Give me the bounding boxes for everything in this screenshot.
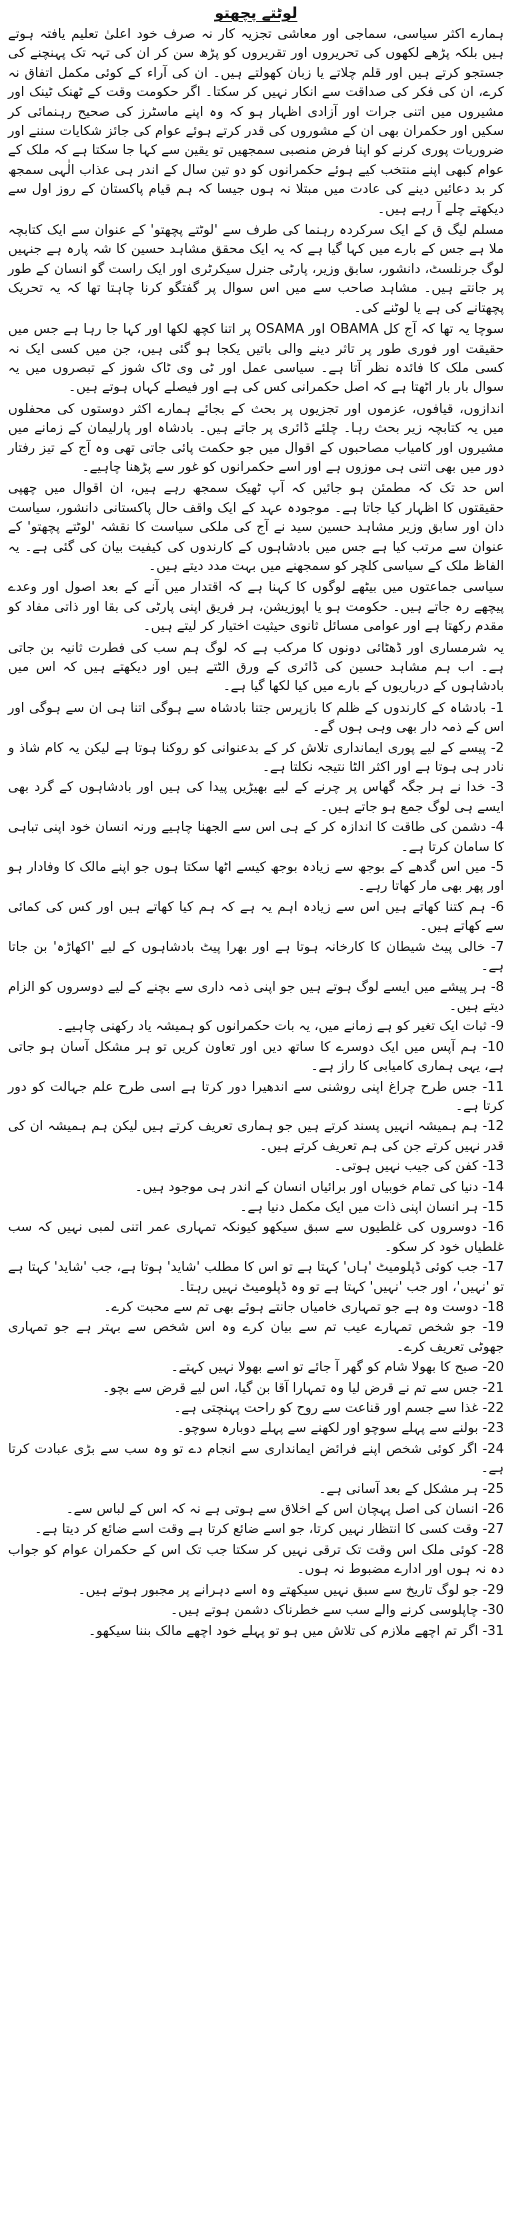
article-body: [8, 25, 504, 1641]
quote-item: 8- ہر پیشے میں ایسے لوگ ہوتے ہیں جو اپنی ذمہ داری سے بچنے کے لیے دوسروں کو الزام دیتے ہیں۔: [8, 979, 504, 1014]
quote-item: 24- اگر کوئی شخص اپنے فرائض ایمانداری سے انجام دے تو وہ سب سے بڑی عبادت کرتا ہے۔: [8, 1441, 504, 1477]
intro-paragraph: اس حد تک کہ مطمئن ہو جائیں کہ آپ ٹھیک سمجھ رہے ہیں، ان اقوال میں چھپی حقیقتوں کا اظہار کیا جاتا ہے۔ موجودہ عہد کے ایک واقف حال پاکستانی دانشور، سیاست دان اور سابق وزیر مشاہد حسین سید نے آج کی ملکی سیاست کا نقشہ 'لوٹتے پچھتو' کے عنوان سے مرتب کیا ہے جس میں بادشاہوں کے کارندوں کی کیفیت بیان کی گئی ہے۔ یہ الفاظ ملک کے سیاسی کلچر کو سمجھنے میں بہت مدد دیتے ہیں۔: [8, 481, 504, 574]
quote-item: 26- انسان کی اصل پہچان اس کے اخلاق سے ہوتی ہے نہ کہ اس کے لباس سے۔: [65, 1502, 504, 1518]
quote-item: 13- کفن کی جیب نہیں ہوتی۔: [333, 1159, 504, 1175]
intro-paragraph: یہ شرمساری اور ڈھٹائی دونوں کا مرکب ہے کہ لوگ ہم سب کی فطرت ثانیہ بن جاتی ہے۔ اب ہم مشاہد حسین کی ڈائری کے ورق الٹتے ہیں اور دیکھتے ہیں کہ اس میں بادشاہوں کے درباریوں کے بارے میں کیا لکھا گیا ہے۔: [8, 640, 504, 695]
quote-item: 21- جس سے تم نے قرض لیا وہ تمہارا آقا بن گیا، اس لیے قرض سے بچو۔: [102, 1380, 504, 1396]
article-title: لوٹتے پچھتو: [214, 4, 298, 22]
quote-item: 17- جب کوئی ڈپلومیٹ 'ہاں' کہتا ہے تو اس کا مطلب 'شاید' ہوتا ہے، جب 'شاید' کہتا ہے تو 'نہیں'، اور جب 'نہیں' کہتا ہے تو وہ ڈپلومیٹ نہیں رہتا۔: [8, 1260, 504, 1295]
quote-item: 29- جو لوگ تاریخ سے سبق نہیں سیکھتے وہ اسے دہرانے پر مجبور ہوتے ہیں۔: [78, 1582, 504, 1598]
intro-paragraph: اندازوں، قیافوں، عزموں اور تجزیوں پر بحث کے بجائے ہمارے اکثر دوستوں کی محفلوں میں یہ کتابچہ زیر بحث رہا۔ چلئے ڈائری پر جاتے ہیں۔ بادشاہ اور پارلیمان کے زمانے میں مشیروں اور کامیاب مصاحبوں کے اقوال میں جو حکمت پائی جاتی تھی وہ آج کے تیز رفتار دور میں بھی اتنی ہی موزوں ہے اور اسے حکمرانوں کو غور سے پڑھنا چاہیے۔: [8, 401, 504, 475]
intro-paragraph: سوچا یہ تھا کہ آج کل OBAMA اور OSAMA پر اتنا کچھ لکھا اور کہا جا رہا ہے جس میں حقیقت اور فوری طور پر تاثر دینے والی باتیں یکجا ہو گئی ہیں، جن میں کسی ایک نہ کسی ملک کا فائدہ نظر آتا ہے۔ سیاسی عمل اور ٹی وی ٹاک شوز کے تبصروں میں یہ سوال بار بار اٹھتا ہے کہ اصل حکمرانی کس کی ہے اور فیصلے کہاں ہوتے ہیں۔: [8, 322, 505, 396]
quote-item: 14- دنیا کی تمام خوبیاں اور برائیاں انسان کے اندر ہی موجود ہیں۔: [134, 1179, 504, 1195]
quote-item: 15- ہر انسان اپنی ذات میں ایک مکمل دنیا ہے۔: [239, 1199, 504, 1215]
quote-item: 12- ہم ہمیشہ انہیں پسند کرتے ہیں جو ہماری تعریف کرتے ہیں لیکن ہم ہمیشہ ان کی قدر نہیں کرتے جن کی ہم تعریف کرتے ہیں۔: [8, 1119, 504, 1154]
quote-item: 9- ثبات ایک تغیر کو ہے زمانے میں، یہ بات حکمرانوں کو ہمیشہ یاد رکھنی چاہیے۔: [56, 1019, 504, 1035]
quote-item: 3- خدا نے ہر جگہ گھاس پر چرنے کے لیے بھیڑیں پیدا کی ہیں اور بادشاہوں کے گرد بھی ایسے ہی لوگ جمع ہو جاتے ہیں۔: [8, 780, 504, 815]
intro-paragraph: ہمارے اکثر سیاسی، سماجی اور معاشی تجزیہ کار نہ صرف خود اعلیٰ تعلیم یافتہ ہوتے ہیں بلکہ پڑھے لکھوں کی تحریروں اور تقریروں کو پڑھ سن کر ان کی تہہ تک پہنچنے کی جستجو کرتے ہیں اور قلم چلاتے یا زبان کھولتے ہیں۔ ان کی آراء کے کوئی مکمل اتفاق نہ کرے، ان کی فکر کی صداقت سے انکار نہیں کر سکتا۔ اگر حکومت وقت کے ٹھنک ٹینک اور مشیروں میں اتنی جرات اور آزادی اظہار ہو کہ وہ اپنے ماسٹرز کی صحیح رہنمائی کر سکیں اور حکمران بھی ان کے مشوروں کی قدر کرتے ہوئے عوام کی جائز شکایات سننے اور ضروریات پوری کرنے کو اپنا فرض منصبی سمجھیں تو یقین سے کہا جا سکتا ہے کہ ملک کے عوام کبھی اپنے منتخب کیے ہوئے حکمرانوں کو دو تین سال کے اندر ہی عذاب الٰہی سمجھ کر بد دعائیں دینے کی عادت میں مبتلا نہ ہوں جیسا کہ ہم قیام پاکستان کے روز اول سے دیکھتے چلے آ رہے ہیں۔: [8, 27, 504, 217]
quote-item: 2- پیسے کے لیے پوری ایمانداری تلاش کر کے بدعنوانی کو روکنا ہوتا ہے لیکن یہ کام شاذ و نادر ہی ہوتا ہے اور اکثر الٹا نتیجہ نکلتا ہے۔: [8, 740, 504, 776]
quote-item: 20- صبح کا بھولا شام کو گھر آ جائے تو اسے بھولا نہیں کہتے۔: [170, 1360, 504, 1376]
intro-paragraph: سیاسی جماعتوں میں بیٹھے لوگوں کا کہنا ہے کہ اقتدار میں آنے کے بعد اصول اور وعدے پیچھے رہ جاتے ہیں۔ حکومت ہو یا اپوزیشن، ہر فریق اپنی پارٹی کی بقا اور ذاتی مفاد کو مقدم رکھتا ہے اور عوامی مسائل ثانوی حیثیت اختیار کر لیتے ہیں۔: [8, 580, 504, 635]
quote-item: 5- میں اس گدھے کے بوجھ سے زیادہ بوجھ کیسے اٹھا سکتا ہوں جو اپنے مالک کا وفادار ہو اور پھر بھی مار کھاتا رہے۔: [8, 860, 504, 895]
quote-item: 1- بادشاہ کے کارندوں کے ظلم کا بازپرس جتنا بادشاہ سے ہوگی اتنا ہی ان سے ہوگی اور اس کے ذمہ دار بھی وہی ہوں گے۔: [8, 700, 504, 736]
quote-item: 4- دشمن کی طاقت کا اندازہ کر کے ہی اس سے الجھنا چاہیے ورنہ انسان خود اپنی تباہی کا سامان کرتا ہے۔: [8, 820, 504, 855]
intro-paragraph: مسلم لیگ ق کے ایک سرکردہ رہنما کی طرف سے 'لوٹتے پچھتو' کے عنوان سے ایک کتابچہ ملا ہے جس کے بارے میں کہا گیا ہے کہ یہ ایک محقق مشاہد حسین کا شہ پارہ ہے جنہیں لوگ جرنلسٹ، دانشور، سابق وزیر، پارٹی جنرل سیکرٹری اور ایک راست گو انسان کے طور پر جانتے ہیں۔ مشاہد صاحب سے میں اس سوال پر گفتگو کرنا چاہتا تھا کہ یہ تحریک پچھتانے کی ہے یا لوٹنے کی۔: [8, 223, 504, 316]
quote-item: 28- کوئی ملک اس وقت تک ترقی نہیں کر سکتا جب تک اس کے حکمران عوام کو جواب دہ نہ ہوں اور ادارے مضبوط نہ ہوں۔: [8, 1542, 504, 1578]
quote-item: 18- دوست وہ ہے جو تمہاری خامیاں جانتے ہوئے بھی تم سے محبت کرے۔: [103, 1300, 504, 1315]
quote-item: 16- دوسروں کی غلطیوں سے سبق سیکھو کیونکہ تمہاری عمر اتنی لمبی نہیں کہ سب غلطیاں خود کر سکو۔: [8, 1220, 504, 1255]
quote-item: 6- ہم کتنا کھاتے ہیں اس سے زیادہ اہم یہ ہے کہ ہم کیا کھاتے ہیں اور کس کی کمائی سے کھاتے ہیں۔: [8, 899, 504, 935]
quote-item: 23- بولنے سے پہلے سوچو اور لکھنے سے پہلے دوبارہ سوچو۔: [176, 1421, 504, 1437]
quote-item: 31- اگر تم اچھے ملازم کی تلاش میں ہو تو پہلے خود اچھے مالک بننا سیکھو۔: [88, 1623, 504, 1639]
quote-item: 25- ہر مشکل کے بعد آسانی ہے۔: [318, 1481, 504, 1497]
quote-item: 11- جس طرح چراغ اپنی روشنی سے اندھیرا دور کرتا ہے اسی طرح علم جہالت کو دور کرتا ہے۔: [8, 1079, 504, 1114]
quote-item: 7- خالی پیٹ شیطان کا کارخانہ ہوتا ہے اور بھرا پیٹ بادشاہوں کے لیے 'اکھاڑہ' بن جاتا ہے۔: [8, 939, 504, 975]
intro-paragraphs: [8, 25, 504, 697]
quote-item: 27- وقت کسی کا انتظار نہیں کرتا، جو اسے ضائع کرتا ہے وقت اسے ضائع کر دیتا ہے۔: [34, 1522, 504, 1538]
quote-item: 10- ہم آپس میں ایک دوسرے کا ساتھ دیں اور تعاون کریں تو ہر مشکل آسان ہو جاتی ہے، یہی ہماری کامیابی کا راز ہے۔: [8, 1039, 504, 1075]
numbered-quotes-list: [8, 699, 504, 1641]
quote-item: 19- جو شخص تمہارے عیب تم سے بیان کرے وہ اس شخص سے بہتر ہے جو تمہاری جھوٹی تعریف کرے۔: [8, 1320, 504, 1355]
quote-item: 30- چاپلوسی کرنے والے سب سے خطرناک دشمن ہوتے ہیں۔: [170, 1603, 504, 1619]
quote-item: 22- غذا سے جسم اور قناعت سے روح کو راحت پہنچتی ہے۔: [173, 1401, 504, 1417]
